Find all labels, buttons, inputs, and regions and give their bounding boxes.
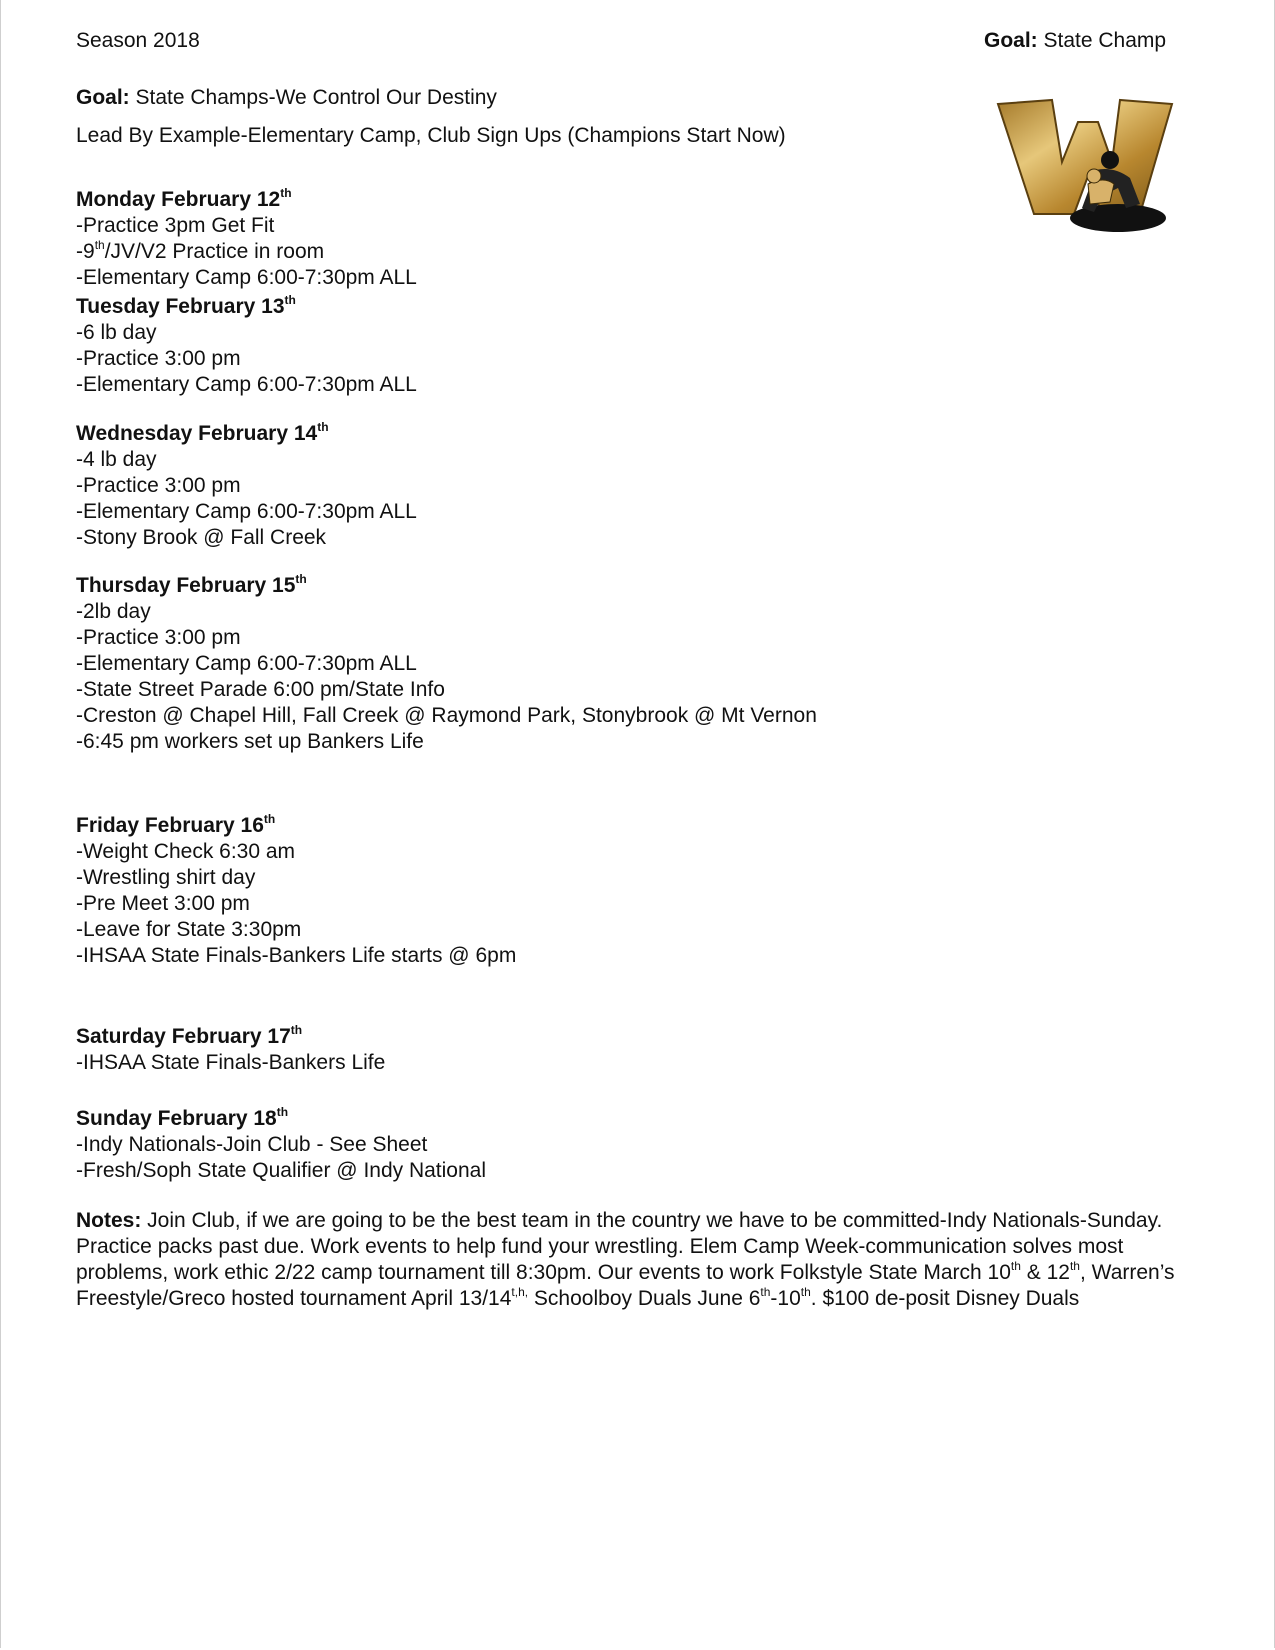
list-item: -Leave for State 3:30pm [76,918,302,941]
header-goal [984,28,1166,54]
day-tuesday [76,294,417,398]
day-thursday [76,573,817,755]
day-title: Monday February 12th [76,186,292,211]
list-item: -Fresh/Soph State Qualifier @ Indy National [76,1159,487,1182]
list-item: -Indy Nationals-Join Club - See Sheet [76,1133,428,1156]
goal-line [76,85,497,111]
wrestling-w-logo-icon [990,92,1180,237]
list-item: -Elementary Camp 6:00-7:30pm ALL [76,500,417,523]
list-item: -6:45 pm workers set up Bankers Life [76,730,424,753]
day-wednesday [76,421,417,551]
list-item: -Pre Meet 3:00 pm [76,892,250,915]
list-item: -Stony Brook @ Fall Creek [76,526,327,549]
day-title: Saturday February 17th [76,1023,303,1048]
day-title: Wednesday February 14th [76,420,329,445]
list-item: -Elementary Camp 6:00-7:30pm ALL [76,652,417,675]
list-item: -Elementary Camp 6:00-7:30pm ALL [76,266,417,289]
season-label: Season 2018 [76,29,200,52]
list-item: -Practice 3pm Get Fit [76,214,275,237]
list-item: -9th/JV/V2 Practice in room [76,238,325,263]
list-item: -Creston @ Chapel Hill, Fall Creek @ Raymond Park, Stonybrook @ Mt Vernon [76,704,817,727]
header-goal-value: State Champ [1043,29,1167,52]
header-goal-label: Goal: [984,29,1038,52]
list-item: -6 lb day [76,321,157,344]
list-item: -IHSAA State Finals-Bankers Life starts @ 6pm [76,944,517,967]
list-item: -IHSAA State Finals-Bankers Life [76,1051,386,1074]
list-item: -Practice 3:00 pm [76,474,241,497]
list-item: -Practice 3:00 pm [76,347,241,370]
notes-paragraph: Notes: Join Club, if we are going to be the best team in the country we have to be committed-Indy Nationals-Sunday. Practice packs past due. Work events to help fund your wrestling. Elem Camp Week-communication solves most problems, work ethic 2/22 camp tournament till 8:30pm. Our events to work Folkstyle State March 10th & 12th, Warren’s Freestyle/Greco hosted tournament April $13/14^{t,h,}$ Schoolboy Duals June 6th-10th. $100 de-posit Disney Duals [76,1209,1175,1310]
goal-line-text: State Champs-We Control Our Destiny [135,86,497,109]
day-title: Tuesday February 13th [76,293,296,318]
day-title: Friday February 16th [76,812,276,837]
list-item: -Practice 3:00 pm [76,626,241,649]
list-item: -4 lb day [76,448,157,471]
list-item: -State Street Parade 6:00 pm/State Info [76,678,445,701]
list-item: -Weight Check 6:30 am [76,840,296,863]
list-item: -Elementary Camp 6:00-7:30pm ALL [76,373,417,396]
goal-line-label: Goal: [76,86,130,109]
day-sunday [76,1106,486,1184]
day-saturday [76,1024,385,1076]
day-title: Thursday February 15th [76,572,307,597]
lead-line: Lead By Example-Elementary Camp, Club Sign Ups (Champions Start Now) [76,124,786,147]
list-item: -Wrestling shirt day [76,866,256,889]
day-friday [76,813,516,969]
day-title: Sunday February 18th [76,1105,289,1130]
day-monday [76,187,417,291]
notes-label: Notes: [76,1209,142,1232]
list-item: -2lb day [76,600,151,623]
